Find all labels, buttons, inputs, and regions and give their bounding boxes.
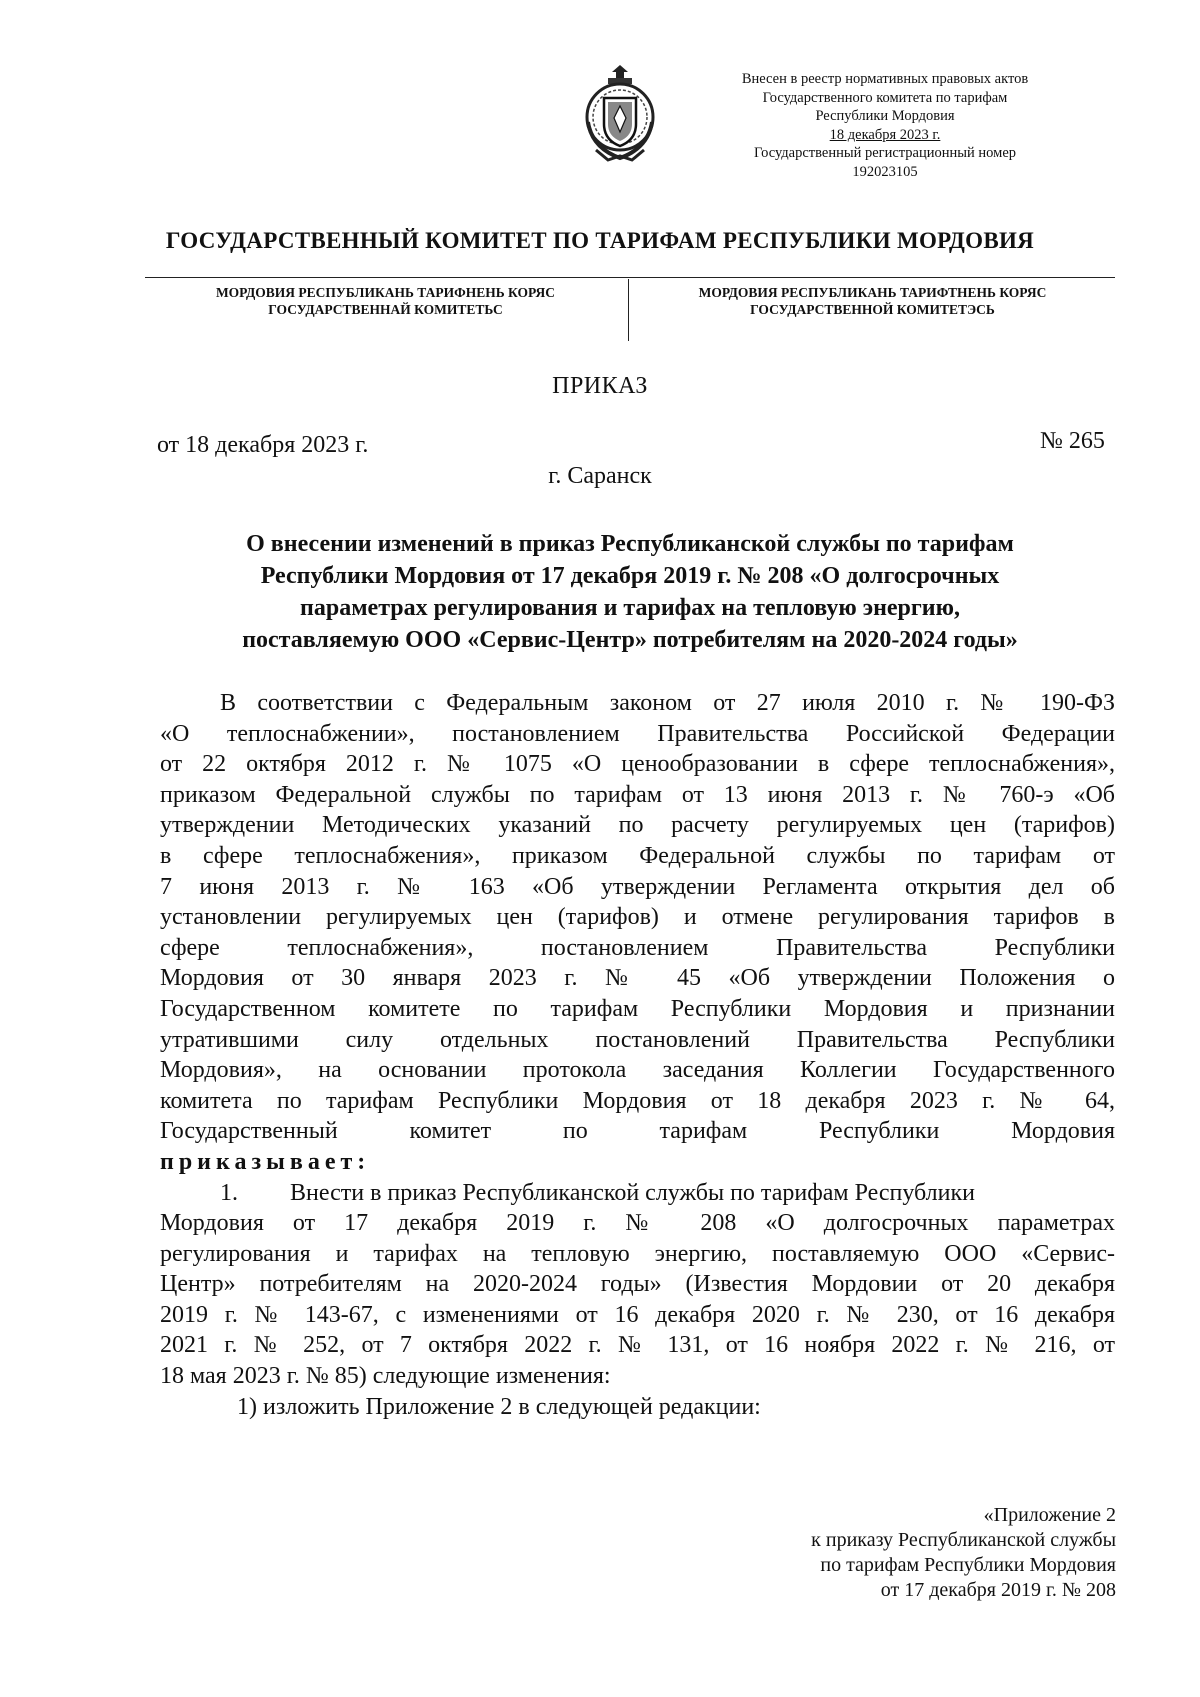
preamble-line: в сфере теплоснабжения», приказом Федеральной службы по тарифам от: [160, 842, 1115, 869]
registry-line: Государственный регистрационный номер: [753, 145, 1017, 161]
erzya-line: ГОСУДАРСТВЕННОЙ КОМИТЕТЭСЬ: [750, 302, 995, 317]
preamble-line: «О теплоснабжении», постановлением Правительства Российской Федерации: [160, 720, 1115, 747]
appendix-line: к приказу Республиканской службы: [811, 1529, 1116, 1551]
preamble-line: 7 июня 2013 г. № 163 «Об утверждении Регламента открытия дел об: [160, 873, 1115, 900]
item-1-line: Мордовия от 17 декабря 2019 г. № 208 «О долгосрочных параметрах: [160, 1210, 1115, 1237]
order-date: от 18 декабря 2023 г.: [157, 432, 369, 458]
erzya-line: МОРДОВИЯ РЕСПУБЛИКАНЬ ТАРИФТНЕНЬ КОРЯС: [698, 285, 1047, 300]
appendix-line: от 17 декабря 2019 г. № 208: [880, 1579, 1116, 1601]
subject-line: Республики Мордовия от 17 декабря 2019 г. № 208 «О долгосрочных: [260, 563, 1000, 589]
preamble-line: Мордовия», на основании протокола заседания Коллегии Государственного: [160, 1057, 1115, 1084]
header-divider: [145, 277, 1115, 278]
coat-of-arms-emblem: [578, 62, 662, 166]
registry-number: 192023105: [852, 163, 918, 180]
order-body: [160, 688, 1115, 1422]
item-1-first-line: [160, 1178, 1115, 1209]
subitem-1: 1) изложить Приложение 2 в следующей редакции:: [237, 1393, 761, 1420]
moksha-line: ГОСУДАРСТВЕННАЙ КОМИТЕТЬС: [268, 302, 503, 317]
document-type: ПРИКАЗ: [552, 373, 648, 399]
preamble-line: утратившими силу отдельных постановлений Правительства Республики: [160, 1026, 1115, 1053]
item-1-line: регулирования и тарифах на тепловую энергию, поставляемую ООО «Сервис-: [160, 1240, 1115, 1267]
registry-date: 18 декабря 2023 г.: [829, 126, 941, 143]
item-1-line: Центр» потребителям на 2020-2024 годы» (Известия Мордовии от 20 декабря: [160, 1271, 1115, 1298]
item-1-line: 18 мая 2023 г. № 85) следующие изменения:: [160, 1363, 611, 1390]
registry-note: [705, 70, 1065, 181]
preamble-line: Государственном комитете по тарифам Республики Мордовия и признании: [160, 995, 1115, 1022]
appendix-heading: [700, 1503, 1116, 1603]
item-1-text: Внести в приказ Республиканской службы по тарифам Республики: [290, 1179, 975, 1206]
item-1-number: 1.: [220, 1179, 238, 1206]
organization-name-moksha: [148, 284, 623, 318]
appendix-line: «Приложение 2: [983, 1504, 1116, 1526]
subject-line: О внесении изменений в приказ Республиканской службы по тарифам: [246, 531, 1014, 557]
preamble-line: Государственный комитет по тарифам Республики Мордовия: [160, 1118, 1115, 1145]
organization-title: ГОСУДАРСТВЕННЫЙ КОМИТЕТ ПО ТАРИФАМ РЕСПУБЛИКИ МОРДОВИЯ: [165, 228, 1035, 253]
decree-word: приказывает:: [160, 1148, 371, 1175]
preamble-line: сфере теплоснабжения», постановлением Правительства Республики: [160, 934, 1115, 961]
item-1-line: 2021 г. № 252, от 7 октября 2022 г. № 131, от 16 ноября 2022 г. № 216, от: [160, 1332, 1115, 1359]
subject-line: поставляемую ООО «Сервис-Центр» потребителям на 2020-2024 годы»: [242, 627, 1018, 653]
header-vertical-divider: [628, 279, 629, 341]
order-number: № 265: [1040, 428, 1105, 454]
preamble-line: комитета по тарифам Республики Мордовия от 18 декабря 2023 г. № 64,: [160, 1087, 1115, 1114]
registry-line: Государственного комитета по тарифам: [762, 89, 1008, 106]
preamble-line: Мордовия от 30 января 2023 г. № 45 «Об утверждении Положения о: [160, 965, 1115, 992]
item-1-line: 2019 г. № 143-67, с изменениями от 16 декабря 2020 г. № 230, от 16 декабря: [160, 1301, 1115, 1328]
moksha-line: МОРДОВИЯ РЕСПУБЛИКАНЬ ТАРИФНЕНЬ КОРЯС: [215, 285, 556, 300]
registry-line: Республики Мордовия: [815, 108, 955, 124]
preamble-line: В соответствии с Федеральным законом от 27 июля 2010 г. № 190-ФЗ: [220, 690, 1115, 716]
decree-line: [160, 1147, 1115, 1178]
subject-line: параметрах регулирования и тарифах на тепловую энергию,: [300, 595, 960, 621]
order-city: г. Саранск: [548, 463, 652, 489]
preamble-line: от 22 октября 2012 г. № 1075 «О ценообразовании в сфере теплоснабжения»,: [160, 751, 1115, 778]
preamble-line: приказом Федеральной службы по тарифам от 13 июня 2013 г. № 760-э «Об: [160, 781, 1115, 808]
preamble-line: утверждении Методических указаний по расчету регулируемых цен (тарифов): [160, 812, 1115, 839]
organization-name-erzya: [640, 284, 1105, 318]
appendix-line: по тарифам Республики Мордовия: [820, 1554, 1116, 1576]
order-subject: [150, 528, 1110, 656]
preamble-line: установлении регулируемых цен (тарифов) и отмене регулирования тарифов в: [160, 904, 1115, 931]
registry-line: Внесен в реестр нормативных правовых актов: [741, 71, 1029, 87]
